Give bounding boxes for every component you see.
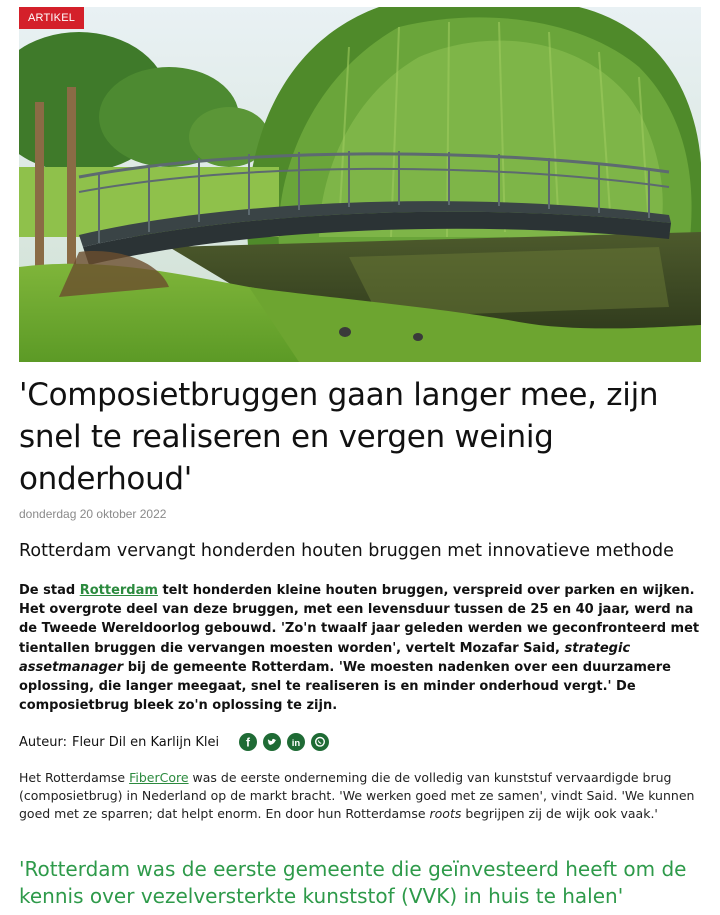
author-names: Fleur Dil en Karlijn Klei bbox=[71, 734, 220, 750]
share-buttons bbox=[239, 733, 335, 751]
twitter-icon[interactable] bbox=[263, 733, 281, 751]
lead-emphasis: strategic assetmanager bbox=[19, 640, 631, 675]
article-title: 'Composietbruggen gaan langer mee, zijn snel te realiseren en vergen weinig onderhoud' bbox=[19, 377, 659, 497]
rotterdam-link[interactable]: Rotterdam bbox=[79, 583, 158, 598]
body-text-2: was de eerste onderneming die de volledig van kunststuf vervaardigde brug (composietbrug) in Nederland op de markt bracht. 'We werken goed met ze samen', vindt Said. 'We kunnen goed met ze sparren; dat helpt enorm. En door hun Rotterdamse bbox=[19, 770, 695, 821]
author-row bbox=[19, 731, 335, 753]
body-text-1: Het Rotterdamse bbox=[19, 770, 130, 785]
lead-text-1: De stad bbox=[19, 583, 80, 598]
svg-text:in: in bbox=[291, 737, 301, 749]
article-subtitle: Rotterdam vervangt honderden houten bruggen met innovatieve methode bbox=[19, 541, 674, 561]
linkedin-icon[interactable] bbox=[287, 733, 305, 751]
whatsapp-icon[interactable] bbox=[311, 733, 329, 751]
body-emphasis: roots bbox=[429, 806, 462, 821]
lead-paragraph bbox=[19, 581, 709, 715]
svg-text:f: f bbox=[246, 735, 251, 750]
lead-text-2: telt honderden kleine houten bruggen, verspreid over parken en wijken. Het overgrote deel van deze bruggen, met een levensduur tussen de 25 en 40 jaar, werd na de Tweede Wereldoorlog gebouwd. 'Zo'n twaalf jaar geleden werden we geconfronteerd met tientallen bruggen die vervangen moesten worden', vertelt Mozafar Said, bbox=[19, 583, 700, 656]
hero-image bbox=[19, 7, 701, 362]
lead-text-3: bij de gemeente Rotterdam. 'We moesten nadenken over een duurzamere oplossing, die langer meegaat, snel te realiseren is en minder onderhoud vergt.' De composietbrug bleek zo'n oplossing te zijn. bbox=[19, 659, 671, 714]
body-paragraph bbox=[19, 769, 709, 823]
body-text-3: begrijpen zij de wijk ook vaak.' bbox=[461, 806, 658, 821]
pull-quote: 'Rotterdam was de eerste gemeente die geïnvesteerd heeft om de kennis over vezelversterkte kunststof (VVK) in huis te halen' bbox=[19, 857, 687, 908]
article-tag: ARTIKEL bbox=[19, 7, 84, 29]
fibercore-link[interactable]: FiberCore bbox=[129, 770, 189, 785]
author-label: Auteur: bbox=[19, 734, 67, 750]
facebook-icon[interactable] bbox=[239, 733, 257, 751]
publish-date: donderdag 20 oktober 2022 bbox=[19, 507, 167, 521]
